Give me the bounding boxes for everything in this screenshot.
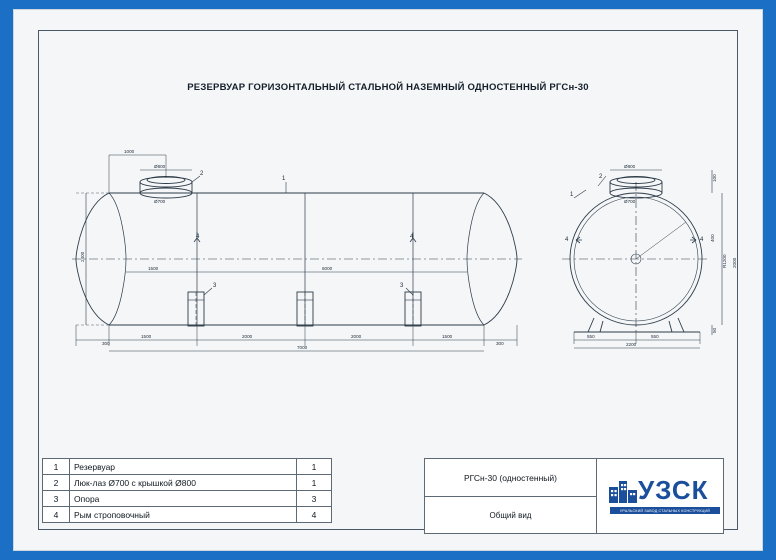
dim-side-1500-inner: 1500	[148, 266, 159, 271]
callout-4-left: 4	[196, 234, 200, 240]
dim-side-7000: 7000	[297, 345, 308, 350]
spec-name: Люк-лаз Ø700 с крышкой Ø800	[70, 475, 297, 491]
callout-4-end-left: 4	[565, 237, 569, 243]
callout-2-side: 2	[200, 171, 204, 177]
dim-side-300-left: 300	[102, 341, 110, 346]
spec-qty: 4	[297, 507, 332, 523]
dim-end-2000: 2000	[732, 257, 737, 268]
company-logo	[608, 467, 720, 525]
spec-num: 3	[43, 491, 70, 507]
spec-num: 4	[43, 507, 70, 523]
dim-end-50: 50	[712, 327, 717, 333]
dim-end-d800: Ø800	[624, 164, 636, 169]
callout-2-end: 2	[599, 174, 603, 180]
title-block-line1: РГСн-30 (одностенный)	[425, 459, 596, 497]
logo-name: УЗСК	[638, 475, 709, 505]
dim-end-2200: 2200	[626, 342, 637, 347]
dim-end-400: 400	[710, 234, 715, 242]
dim-end-100: 100	[712, 174, 717, 182]
title-block-line2: Общий вид	[489, 511, 532, 520]
dim-side-1500b: 1500	[442, 334, 453, 339]
callout-4-right: 4	[410, 234, 414, 240]
callout-4-end-right: 4	[700, 237, 704, 243]
logo-tagline: УРАЛЬСКИЙ ЗАВОД СТАЛЬНЫХ КОНСТРУКЦИЙ	[610, 507, 720, 514]
dim-end-550a: 550	[587, 334, 595, 339]
dim-end-550b: 550	[651, 334, 659, 339]
spec-qty: 1	[297, 475, 332, 491]
spec-num: 1	[43, 459, 70, 475]
dim-end-d700: Ø700	[624, 199, 636, 204]
spec-name: Опора	[70, 491, 297, 507]
drawing-sheet	[14, 10, 762, 550]
table-row	[43, 507, 332, 523]
spec-table	[42, 458, 332, 523]
spec-qty: 1	[297, 459, 332, 475]
dim-side-d800: Ø800	[154, 164, 166, 169]
dim-side-d700: Ø700	[154, 199, 166, 204]
factory-icon	[608, 475, 638, 505]
dim-side-2400: 2400	[80, 251, 85, 262]
title-block	[424, 458, 724, 534]
callout-3-left: 3	[213, 283, 217, 289]
spec-num: 2	[43, 475, 70, 491]
page-title: РЕЗЕРВУАР ГОРИЗОНТАЛЬНЫЙ СТАЛЬНОЙ НАЗЕМНЫЙ ОДНОСТЕННЫЙ РГСн-30	[187, 82, 589, 93]
callout-1-end: 1	[570, 192, 574, 198]
callout-1-side: 1	[282, 176, 286, 182]
dim-side-1000: 1000	[124, 149, 135, 154]
dim-end-r1200: R1200	[722, 254, 727, 268]
table-row	[43, 475, 332, 491]
callout-3-right: 3	[400, 283, 404, 289]
dim-side-6000: 6000	[322, 266, 333, 271]
title-block-text	[425, 459, 597, 533]
spec-name: Рым строповочный	[70, 507, 297, 523]
dim-side-1500a: 1500	[141, 334, 152, 339]
table-row	[43, 491, 332, 507]
spec-name: Резервуар	[70, 459, 297, 475]
dim-side-2000a: 2000	[242, 334, 253, 339]
table-row	[43, 459, 332, 475]
spec-qty: 3	[297, 491, 332, 507]
dim-side-2000b: 2000	[351, 334, 362, 339]
dim-side-300-right: 300	[496, 341, 504, 346]
